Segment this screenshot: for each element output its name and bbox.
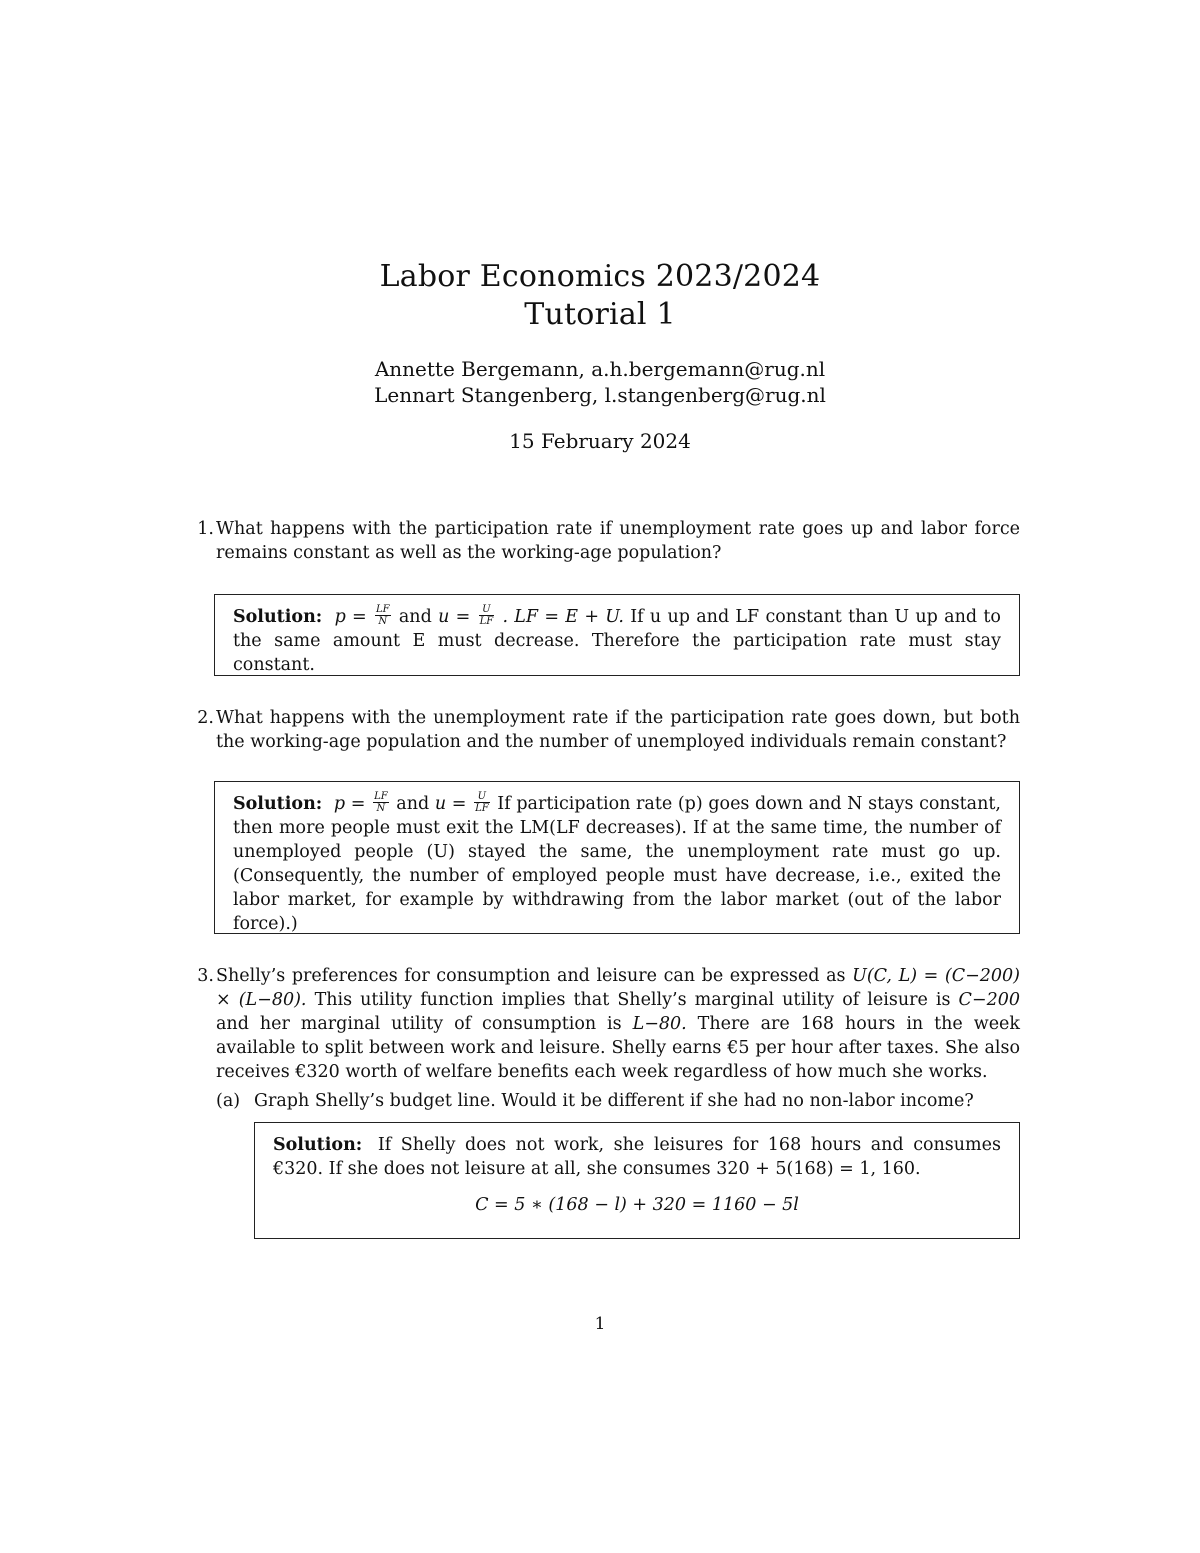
author-list (0, 356, 1200, 408)
solution-paragraph (273, 1133, 1001, 1181)
document-subtitle: Tutorial 1 (524, 297, 676, 332)
question-text: What happens with the participation rate if unemployment rate goes up and labor force remains constant as well as the working-age population? (216, 519, 1020, 563)
document-date: 15 February 2024 (509, 429, 691, 453)
author-2: Lennart Stangenberg, l.stangenberg@rug.nl (374, 383, 826, 407)
solution-label: Solution: (233, 794, 323, 814)
solution-box-1 (214, 594, 1020, 676)
subpart-text: Graph Shelly’s budget line. Would it be different if she had no non-labor income? (254, 1091, 974, 1111)
question-text-part: This utility function implies that Shelly’s marginal utility of leisure is (314, 990, 951, 1010)
solution-label: Solution: (273, 1135, 363, 1155)
u-fraction (479, 604, 495, 627)
fraction-numerator: U (474, 791, 490, 803)
author-1: Annette Bergemann, a.h.bergemann@rug.nl (374, 357, 826, 381)
u-equation: u = (438, 607, 471, 627)
question-text-part: Shelly’s preferences for consumption and leisure can be expressed as (216, 966, 846, 986)
lf-equation: . LF = E + U. (502, 607, 624, 627)
fraction-denominator: LF (479, 616, 494, 627)
u-fraction (474, 791, 490, 814)
solution-text: If participation rate (p) goes down and N stays constant, then more people must exit the LM(LF decreases). If at the same time, the number of unemployed people (U) stayed the same, the unemployment rate must go up. (Consequently, the number of employed people must have decrease, i.e., exited the labor market, for example by withdrawing from the labor market (out of the labor force).) (233, 794, 1001, 934)
subpart-a (216, 1089, 1016, 1113)
question-number: 3. (197, 966, 214, 986)
question-text: What happens with the unemployment rate if the participation rate goes down, but both the working-age population and the number of unemployed individuals remain constant? (216, 708, 1020, 752)
p-fraction (375, 604, 391, 627)
u-equation: u = (434, 794, 467, 814)
solution-text: If u up and LF constant than U up and to the same amount E must decrease. Therefore the participation rate must stay constant. (233, 607, 1001, 675)
and-word: and (396, 794, 430, 814)
marginal-utility-leisure: C−200 (958, 990, 1020, 1010)
fraction-numerator: LF (374, 791, 388, 802)
fraction-denominator: N (378, 616, 388, 627)
and-word: and (398, 607, 432, 627)
question-text-part: and her marginal utility of consumption is (216, 1014, 622, 1034)
marginal-utility-consumption: L−80. (632, 1014, 687, 1034)
fraction-denominator: LF (475, 803, 489, 814)
question-2 (188, 706, 1020, 754)
page-number: 1 (594, 1314, 606, 1334)
solution-text: If Shelly does not work, she leisures for 168 hours and consumes €320. If she does not leisure at all, she consumes 320 + 5(168) = 1, 160. (273, 1135, 1001, 1179)
question-text-part: There are 168 hours in the week available to split between work and leisure. Shelly earns €5 per hour after taxes. She also receives €320 worth of welfare benefits each week regardless of how much she works. (216, 1014, 1021, 1082)
p-equation: p = (333, 794, 366, 814)
utility-function: U(C, L) = (C−200) × (L−80). (216, 966, 1020, 1010)
title-block (0, 258, 1200, 454)
question-number: 2. (197, 708, 214, 728)
fraction-denominator: N (376, 803, 386, 814)
question-text (216, 964, 1020, 1084)
subpart-label: (a) (216, 1091, 241, 1111)
fraction-numerator: U (479, 604, 495, 616)
question-3 (188, 964, 1020, 1084)
solution-box-2 (214, 781, 1020, 934)
p-fraction (373, 791, 389, 814)
question-number: 1. (197, 519, 214, 539)
p-equation: p = (334, 607, 367, 627)
document-title: Labor Economics 2023/2024 (379, 259, 821, 294)
question-1 (188, 517, 1020, 565)
solution-label: Solution: (233, 607, 323, 627)
fraction-numerator: LF (376, 604, 390, 615)
budget-equation: C = 5 ∗ (168 − l) + 320 = 1160 − 5l (475, 1195, 799, 1215)
solution-box-3a (254, 1122, 1020, 1239)
